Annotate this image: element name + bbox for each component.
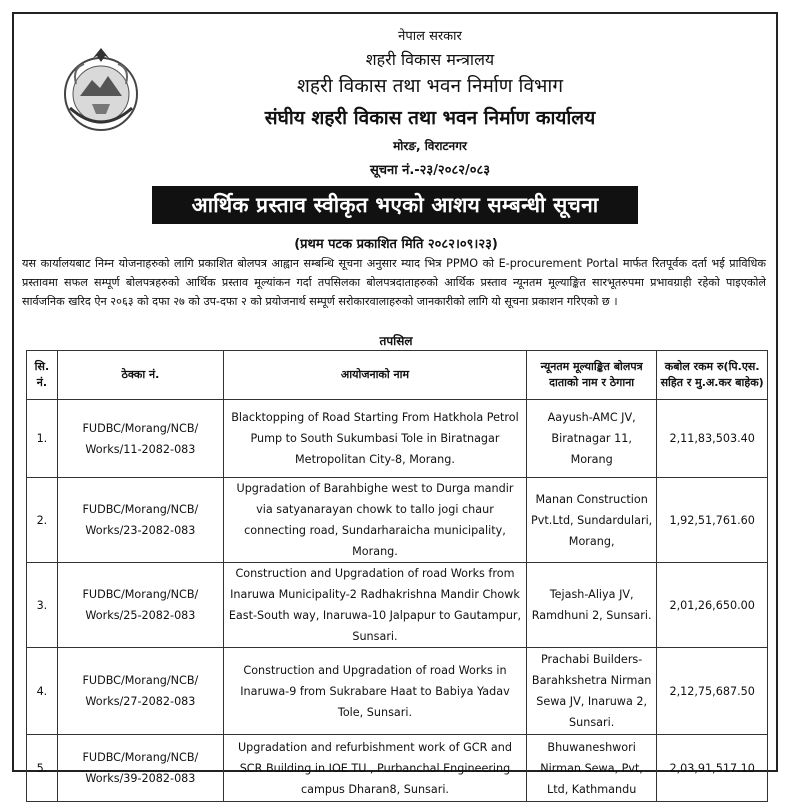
cell-sn: 4.: [27, 648, 58, 735]
table-row: [27, 735, 768, 802]
notice-title-banner: आर्थिक प्रस्ताव स्वीकृत भएको आशय सम्बन्धी सूचना: [152, 186, 638, 224]
bid-table: [26, 350, 768, 802]
cell-contract: FUDBC/Morang/NCB/ Works/23-2082-083: [57, 478, 223, 563]
cell-amount: 2,12,75,687.50: [657, 648, 768, 735]
table-row: [27, 478, 768, 563]
table-row: [27, 648, 768, 735]
cell-amount: 2,01,26,650.00: [657, 563, 768, 648]
col-sn: सि. नं.: [27, 351, 58, 400]
header-department: शहरी विकास तथा भवन निर्माण विभाग: [296, 75, 564, 97]
cell-contract: FUDBC/Morang/NCB/ Works/39-2082-083: [57, 735, 223, 802]
cell-bidder: Bhuwaneshwori Nirman Sewa, Pvt, Ltd, Kathmandu: [526, 735, 656, 802]
col-project: आयोजनाको नाम: [223, 351, 526, 400]
header-office: संघीय शहरी विकास तथा भवन निर्माण कार्यालय: [264, 107, 596, 129]
cell-project: Upgradation and refurbishment work of GCR and SCR Building in IOE TU , Purbanchal Engineering campus Dharan8, Sunsari.: [223, 735, 526, 802]
cell-bidder: Prachabi Builders-Barahkshetra Nirman Sewa JV, Inaruwa 2, Sunsari.: [526, 648, 656, 735]
header-government: नेपाल सरकार: [398, 29, 462, 44]
col-bidder: न्यूनतम मूल्याङ्कित बोलपत्र दाताको नाम र ठेगाना: [526, 351, 656, 400]
table-row: [27, 400, 768, 478]
cell-project: Construction and Upgradation of road Works in Inaruwa-9 from Sukrabare Haat to Babiya Yadav Tole, Sunsari.: [223, 648, 526, 735]
government-emblem-icon: [62, 44, 140, 134]
notice-body: यस कार्यालयबाट निम्न योजनाहरुको लागि प्रकाशित बोलपत्र आह्वान सम्बन्धि सूचना अनुसार म्याद भित्र PPMO को E-procurement Portal मार्फत रितपूर्वक दर्ता भई प्राविधिक प्रस्तावमा सफल सम्पूर्ण बोलपत्रहरुको आर्थिक प्रस्ताव मूल्यांकन गर्दा तपसिलका बोलपत्रदाताहरुको आर्थिक प्रस्ताव न्यूनतम मूल्याङ्कित सारभूतरुपमा प्रभावग्राही रहेको पाइएकोले सार्वजनिक खरिद ऐन २०६३ को दफा २७ को उप-दफा २ को प्रयोजनार्थ सम्पूर्ण सरोकारवालाहरुको जानकारीको लागि यो सूचना प्रकाशन गरिएको छ ।: [22, 257, 766, 308]
cell-sn: 3.: [27, 563, 58, 648]
cell-contract: FUDBC/Morang/NCB/ Works/11-2082-083: [57, 400, 223, 478]
cell-contract: FUDBC/Morang/NCB/ Works/27-2082-083: [57, 648, 223, 735]
cell-amount: 2,03,91,517.10: [657, 735, 768, 802]
cell-amount: 1,92,51,761.60: [657, 478, 768, 563]
cell-contract: FUDBC/Morang/NCB/ Works/25-2082-083: [57, 563, 223, 648]
cell-sn: 5.: [27, 735, 58, 802]
header-ministry: शहरी विकास मन्त्रालय: [365, 50, 495, 69]
publish-date: (प्रथम पटक प्रकाशित मिति २०८२।०९।२३): [294, 237, 498, 252]
header-location: मोरङ, विराटनगर: [393, 139, 467, 153]
cell-bidder: Manan Construction Pvt.Ltd, Sundardulari, Morang,: [526, 478, 656, 563]
cell-project: Upgradation of Barahbighe west to Durga mandir via satyanarayan chowk to tallo jogi chaur connecting road, Sundarharaicha municipality, Morang.: [223, 478, 526, 563]
cell-sn: 2.: [27, 478, 58, 563]
table-title: तपसिल: [379, 334, 413, 348]
cell-bidder: Aayush-AMC JV, Biratnagar 11, Morang: [526, 400, 656, 478]
notice-number: सूचना नं.-२३/२०८२/०८३: [369, 163, 491, 178]
col-amount: कबोल रकम रु(पि.एस. सहित र मु.अ.कर बाहेक): [657, 351, 768, 400]
col-contract: ठेक्का नं.: [57, 351, 223, 400]
cell-sn: 1.: [27, 400, 58, 478]
table-row: [27, 563, 768, 648]
table-header-row: [27, 351, 768, 400]
cell-project: Blacktopping of Road Starting From Hatkhola Petrol Pump to South Sukumbasi Tole in Biratnagar Metropolitan City-8, Morang.: [223, 400, 526, 478]
cell-project: Construction and Upgradation of road Works from Inaruwa Municipality-2 Radhakrishna Mandir Chowk East-South way, Inaruwa-10 Jalpapur to Gautampur, Sunsari.: [223, 563, 526, 648]
cell-bidder: Tejash-Aliya JV, Ramdhuni 2, Sunsari.: [526, 563, 656, 648]
cell-amount: 2,11,83,503.40: [657, 400, 768, 478]
